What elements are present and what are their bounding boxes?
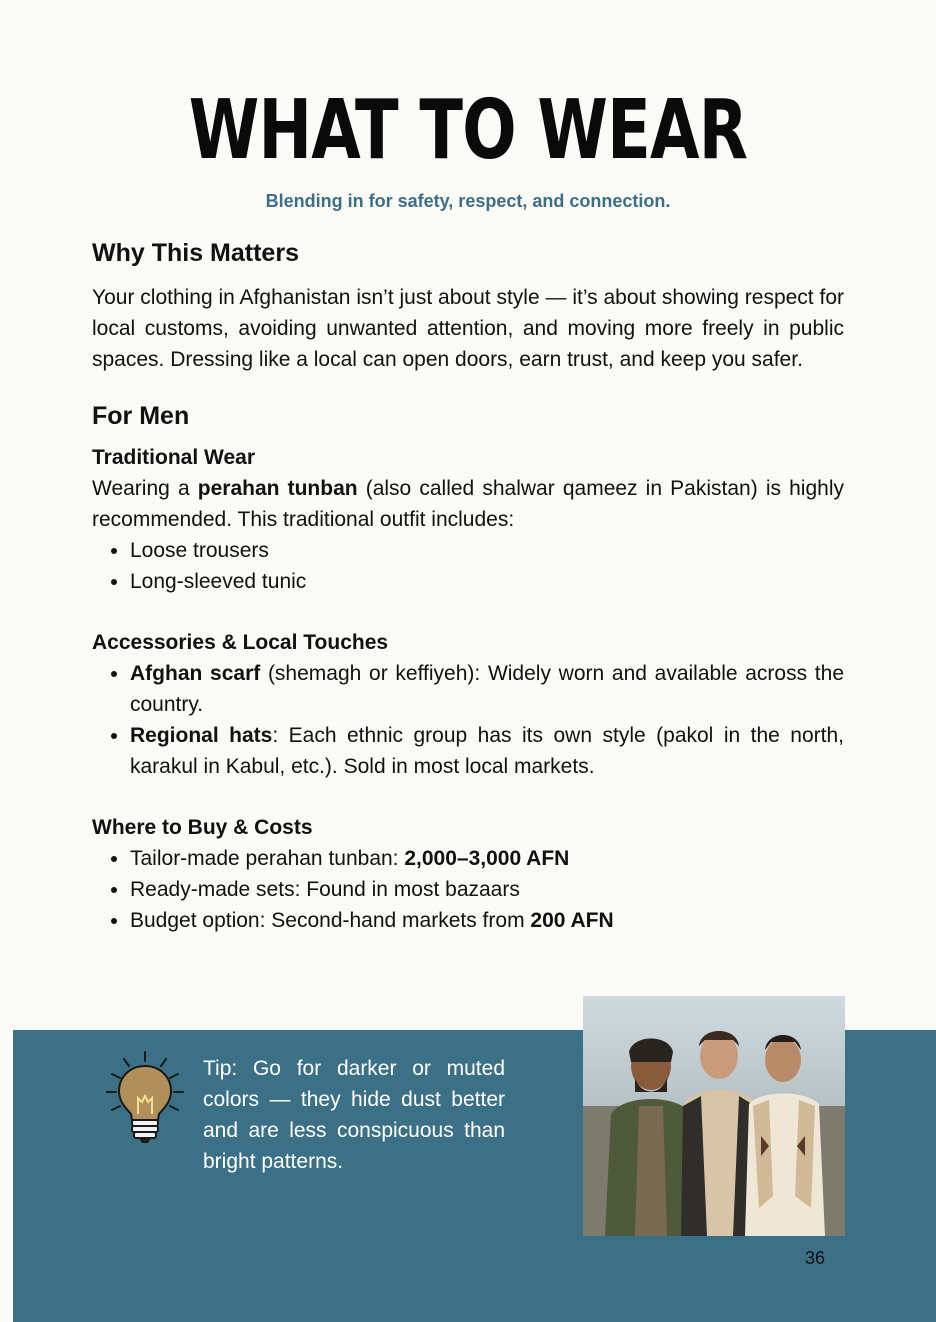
page-number: 36 xyxy=(805,1248,826,1268)
list-item xyxy=(130,905,844,936)
men-photo xyxy=(583,996,845,1236)
list-item-text: (shemagh or keffiyeh): Widely worn and available across the country. xyxy=(130,662,844,716)
why-heading: Why This Matters xyxy=(92,239,299,267)
accessories-heading: Accessories & Local Touches xyxy=(92,631,389,654)
men-heading: For Men xyxy=(92,402,190,430)
buy-heading: Where to Buy & Costs xyxy=(92,816,313,839)
list-item: • Long-sleeved tunic xyxy=(130,566,844,597)
list-item xyxy=(130,658,844,720)
list-item-bold: 2,000–3,000 AFN xyxy=(404,847,570,870)
why-body: Your clothing in Afghanistan isn’t just about style — it’s about showing respect for local customs, avoiding unwanted attention, and moving more freely in public spaces. Dressing like a local can open doors, earn trust, and keep you safer. xyxy=(92,286,844,371)
traditional-intro-pre: Wearing a xyxy=(92,477,198,500)
list-item: • Loose trousers xyxy=(130,535,844,566)
tip-text: Tip: Go for darker or muted colors — they hide dust better and are less conspicuous than bright patterns. xyxy=(203,1057,505,1173)
list-item-bold: Afghan scarf xyxy=(130,662,261,685)
traditional-intro xyxy=(92,473,844,535)
main-content xyxy=(92,236,844,936)
list-item-bold: Regional hats xyxy=(130,724,273,747)
list-item xyxy=(130,874,844,905)
page-subtitle: Blending in for safety, respect, and connection. xyxy=(265,191,671,211)
traditional-heading: Traditional Wear xyxy=(92,446,255,469)
list-item-text: Budget option: Second-hand markets from xyxy=(130,909,531,932)
list-item xyxy=(130,843,844,874)
list-item-text: Ready-made sets: Found in most bazaars xyxy=(130,878,520,901)
traditional-intro-post: (also called shalwar qameez in Pakistan) is highly recommended. This traditional outfit includes: xyxy=(92,477,844,531)
list-item-text: Tailor-made perahan tunban: xyxy=(130,847,405,870)
page-title: WHAT TO WEAR xyxy=(188,83,748,178)
lightbulb-icon xyxy=(104,1050,186,1146)
buy-list xyxy=(92,843,844,936)
list-item-text: : Each ethnic group has its own style (pakol in the north, karakul in Kabul, etc.). Sold in most local markets. xyxy=(130,724,844,778)
list-item-bold: 200 AFN xyxy=(530,909,614,932)
accessories-list xyxy=(92,658,844,782)
traditional-intro-bold: perahan tunban xyxy=(197,477,358,500)
traditional-list xyxy=(92,535,844,597)
list-item xyxy=(130,720,844,782)
